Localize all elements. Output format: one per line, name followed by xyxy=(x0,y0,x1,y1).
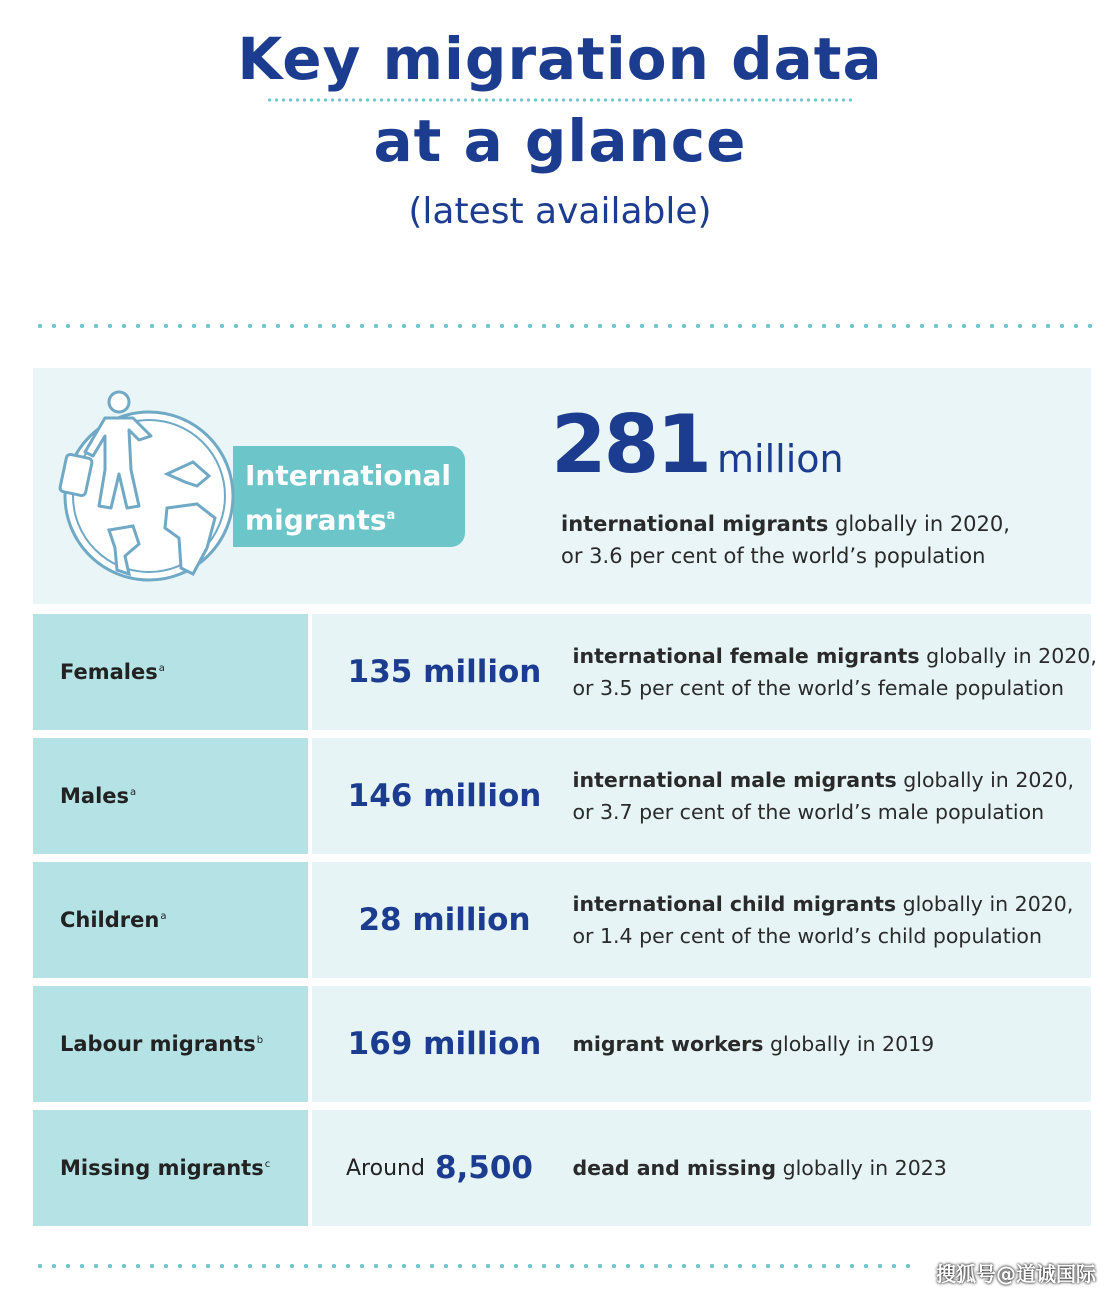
hero-desc-line-2: or 3.6 per cent of the world’s population xyxy=(561,544,986,568)
page-subtitle: (latest available) xyxy=(408,191,712,232)
row-value xyxy=(312,1110,568,1226)
row-description xyxy=(573,614,1103,730)
row-body xyxy=(312,738,1092,854)
row-value xyxy=(312,862,568,978)
row-description xyxy=(573,862,1103,978)
row-description xyxy=(573,1110,1103,1226)
hero-description xyxy=(561,508,1081,572)
page-title-line-2: at a glance xyxy=(373,107,747,175)
hero-desc-bold: international migrants xyxy=(561,512,829,536)
row-desc-line-1 xyxy=(573,1028,1103,1060)
table-row xyxy=(33,738,1091,854)
row-desc-line-2: or 1.4 per cent of the world’s child population xyxy=(572,924,1042,948)
row-body xyxy=(312,986,1092,1102)
row-value xyxy=(312,986,568,1102)
row-label-text: Children xyxy=(60,908,160,932)
title-block xyxy=(0,24,1120,236)
migrant-globe-icon xyxy=(47,378,247,588)
row-footnote-mark: a xyxy=(160,910,167,922)
row-description xyxy=(573,986,1103,1102)
row-value xyxy=(312,614,568,730)
row-label xyxy=(33,986,308,1102)
row-desc-rest: globally in 2020, xyxy=(919,644,1097,668)
table-row xyxy=(33,614,1097,730)
title-divider xyxy=(266,98,854,102)
hero-badge-label xyxy=(245,456,465,540)
hero-panel xyxy=(33,368,1091,604)
row-desc-bold: international child migrants xyxy=(572,892,897,916)
row-label-text: Females xyxy=(60,660,158,684)
badge-line-1: International xyxy=(245,459,452,492)
row-value-number: 8,500 xyxy=(434,1150,533,1186)
watermark: 搜狐号@道诚国际 xyxy=(936,1262,1096,1286)
hero-number-unit: million xyxy=(717,437,844,481)
row-desc-rest: globally in 2023 xyxy=(776,1156,947,1180)
row-desc-line-1 xyxy=(573,764,1103,796)
row-desc-line-2: or 3.5 per cent of the world’s female population xyxy=(572,676,1064,700)
row-body xyxy=(312,1110,1092,1226)
row-desc-line-1 xyxy=(573,888,1103,920)
badge-footnote-mark: a xyxy=(386,508,396,523)
hero-number-value: 281 xyxy=(551,398,709,491)
page-title-line-1: Key migration data xyxy=(237,25,883,93)
hero-number xyxy=(551,398,844,491)
row-value-number: 28 million xyxy=(358,902,531,938)
stats-table xyxy=(33,614,1097,1234)
row-label xyxy=(33,862,308,978)
row-desc-line-1 xyxy=(573,640,1103,672)
row-description xyxy=(573,738,1103,854)
row-desc-bold: international female migrants xyxy=(572,644,920,668)
row-label-text: Males xyxy=(60,784,130,808)
top-dotted-divider xyxy=(33,323,1093,329)
row-value-number: 135 million xyxy=(347,654,542,690)
hero-desc-rest: globally in 2020, xyxy=(828,512,1010,536)
row-value-prefix: Around xyxy=(346,1155,425,1181)
row-footnote-mark: b xyxy=(256,1034,264,1046)
row-desc-line-2: or 3.7 per cent of the world’s male population xyxy=(572,800,1045,824)
row-value xyxy=(312,738,568,854)
row-desc-line-1 xyxy=(573,1152,1103,1184)
row-body xyxy=(312,862,1092,978)
badge-line-2 xyxy=(245,496,465,540)
table-row xyxy=(33,1110,1091,1226)
row-value-number: 146 million xyxy=(347,778,542,814)
row-desc-rest: globally in 2020, xyxy=(896,892,1074,916)
hero-desc-line-1 xyxy=(561,508,1081,540)
row-label-text: Labour migrants xyxy=(60,1032,256,1056)
row-label xyxy=(33,738,308,854)
row-label-text: Missing migrants xyxy=(60,1156,264,1180)
table-row xyxy=(33,862,1091,978)
row-desc-bold: international male migrants xyxy=(572,768,897,792)
row-desc-rest: globally in 2020, xyxy=(896,768,1075,792)
row-footnote-mark: c xyxy=(264,1158,271,1170)
row-value-number: 169 million xyxy=(347,1026,542,1062)
bottom-dotted-divider xyxy=(33,1263,913,1269)
table-row xyxy=(33,986,1091,1102)
row-footnote-mark: a xyxy=(130,786,137,798)
row-label xyxy=(33,614,308,730)
row-desc-bold: migrant workers xyxy=(572,1032,764,1056)
row-desc-rest: globally in 2019 xyxy=(763,1032,935,1056)
row-label xyxy=(33,1110,308,1226)
row-desc-bold: dead and missing xyxy=(572,1156,777,1180)
row-body xyxy=(312,614,1097,730)
row-footnote-mark: a xyxy=(158,662,165,674)
badge-line-2-text: migrants xyxy=(245,503,387,537)
